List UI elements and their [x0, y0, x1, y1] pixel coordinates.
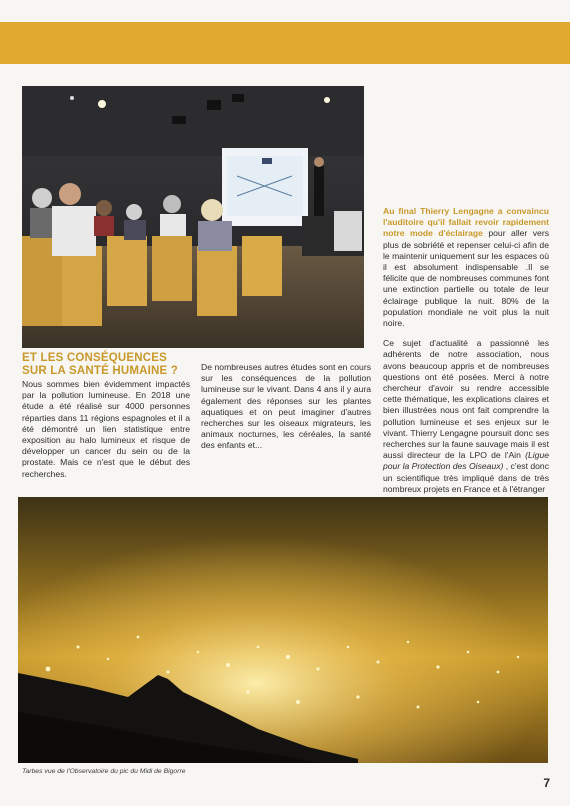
- paragraph-association: [383, 338, 549, 495]
- column-1: [22, 379, 190, 489]
- paragraph-association-end: , c'est donc un scientifique très impliqué dans de très nombreux projets en France et à l'étranger: [383, 461, 549, 494]
- night-city-illustration: [18, 497, 548, 763]
- lpo-definition: (Ligue pour la Protection des Oiseaux): [383, 450, 549, 472]
- column-2: [201, 362, 371, 461]
- paragraph-association-start: Ce sujet d'actualité a passionné les adhérents de notre association, nous avons beaucoup appris et de nombreuses questions ont été posées. Merci à notre chercheur d'avoir su rendre accessible cette thématique, les explications claires et bien illustrées nous ont fait comprendre la pollution lumineuse et ses enjeux sur le vivant. Thierry Lengagne poursuit donc ses recherches sur la faune sauvage mais il est aussi directeur de la LPO de l'Ain: [383, 338, 549, 461]
- page-number: 7: [543, 776, 550, 790]
- paragraph-conclusion: [383, 206, 549, 329]
- photo-caption: Tarbes vue de l'Observatoire du pic du Midi de Bigorre: [22, 768, 186, 775]
- top-color-band: [0, 22, 570, 64]
- conference-photo-illustration: [22, 86, 364, 348]
- section-heading-sante: ET LES CONSÉQUENCES SUR LA SANTÉ HUMAINE ?: [22, 352, 179, 377]
- paragraph-etudes: De nombreuses autres études sont en cours sur les conséquences de la pollution lumineuse sur le vivant. Dans 4 ans il y aura également des réponses sur les plantes aquatiques et on peut imaginer d'autres recherches sur les oiseaux migrateurs, les animaux nocturnes, les céréales, la santé des enfants et...: [201, 362, 371, 451]
- paragraph-conclusion-rest: pour aller vers plus de sobriété et repenser celui-ci afin de le maintenir uniquement sur les espaces où il est absolument indispensable .Il se félicite que de nombreuses communes font une extinction partielle ou totale de leur éclairage publique la nuit. 80% de la population mondiale ne voit plus la nuit noire.: [383, 228, 549, 329]
- night-city-photo: [18, 497, 548, 763]
- column-3: [383, 206, 549, 504]
- highlight-quote: Au final Thierry Lengagne a convaincu l'auditoire qu'il fallait revoir rapidement notre mode d'éclairage: [383, 206, 549, 239]
- paragraph-sante: Nous sommes bien évidemment impactés par la pollution lumineuse. En 2018 une étude a été réalisé sur 4000 personnes réparties dans 11 régions espagnoles et il a été démontré un lien statistique entre exposition au halo lumineux et risque de développer un cancer du sein ou de la prostate. Mais ce n'est que le début des recherches.: [22, 379, 190, 479]
- conference-photo: [22, 86, 364, 348]
